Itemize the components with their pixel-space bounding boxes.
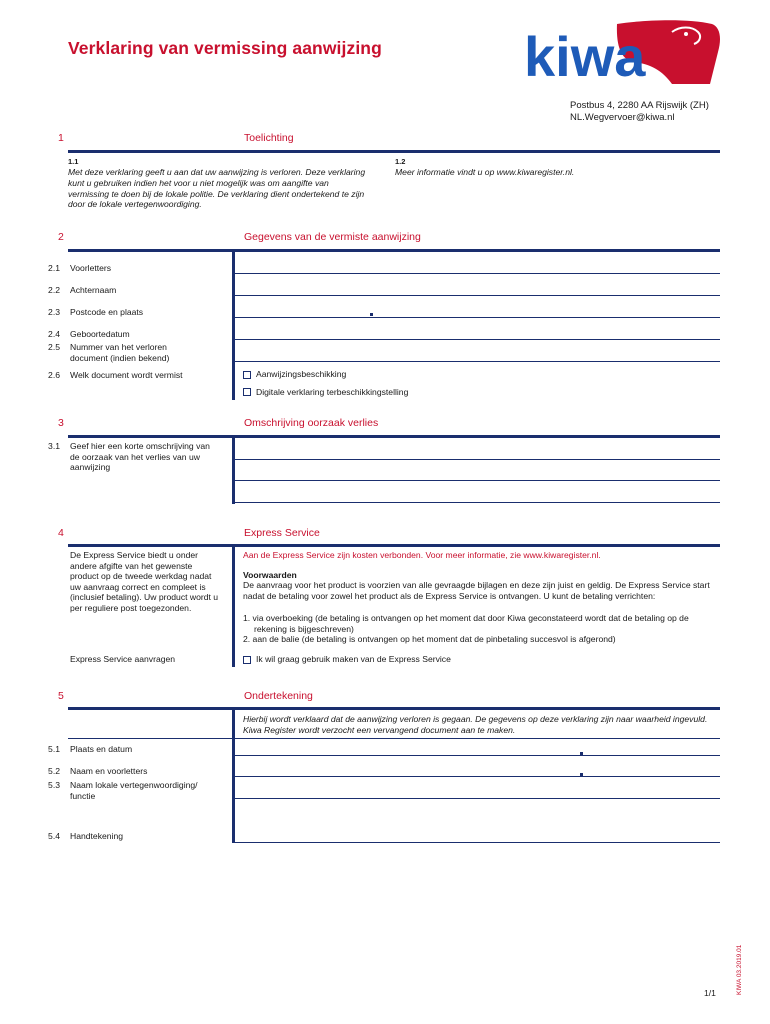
field-number: 2.5	[48, 342, 60, 352]
handtekening-input[interactable]	[235, 842, 720, 843]
page-title: Verklaring van vermissing aanwijzing	[68, 38, 382, 58]
address-line: Postbus 4, 2280 AA Rijswijk (ZH)	[570, 100, 709, 111]
field-number: 2.1	[48, 263, 60, 273]
omschrijving-line-1[interactable]	[235, 459, 720, 460]
field-number: 5.3	[48, 780, 60, 790]
field-label: Nummer van het verloren document (indien bekend)	[70, 342, 170, 363]
condition-item: 1. via overboeking (de betaling is ontvangen op het moment dat door Kiwa geconstateerd wordt dat de betaling op de rekening is bijgeschreven)	[243, 613, 689, 634]
declaration-text: Hierbij wordt verklaard dat de aanwijzing verloren is gegaan. De gegevens op deze verklaring zijn naar waarheid ingevuld. Kiwa Register wordt verzocht een vervangend document aan te maken.	[243, 714, 708, 735]
info-text: Meer informatie vindt u op www.kiwaregister.nl.	[395, 167, 575, 177]
intro-text: Met deze verklaring geeft u aan dat uw aanwijzing is verloren. Deze verklaring kunt u gebruiken indien het voor u niet mogelijk was om aangifte van vermissing te doen bij de lokale politie. De verklaring dient ondertekend te zijn door de lokale vertegenwoordiging.	[68, 167, 366, 210]
field-number: 2.4	[48, 329, 60, 339]
option-label: Digitale verklaring terbeschikkingstelling	[256, 387, 409, 397]
conditions-text: De aanvraag voor het product is voorzien van alle gevraagde bijlagen en deze zijn juist en geldig. De Express Service start nadat de betaling voor zowel het product als de Express Service is ontvangen. U kunt de betaling verrichten:	[243, 580, 710, 601]
field-label: Plaats en datum	[70, 744, 133, 754]
section-number: 5	[58, 690, 64, 702]
cost-note: Aan de Express Service zijn kosten verbonden. Voor meer informatie, zie www.kiwaregister.nl.	[243, 550, 601, 560]
field-bar	[232, 438, 235, 504]
paragraph-number: 1.2	[395, 157, 406, 166]
field-label: Geboortedatum	[70, 329, 130, 339]
field-bar	[232, 547, 235, 667]
option-label: Ik wil graag gebruik maken van de Express Service	[256, 654, 451, 664]
documentnummer-input[interactable]	[235, 361, 720, 362]
field-number: 2.6	[48, 370, 60, 380]
section-title: Gegevens van de vermiste aanwijzing	[244, 231, 421, 243]
section-title: Omschrijving oorzaak verlies	[244, 417, 379, 429]
express-description: De Express Service biedt u onder andere afgifte van het gewenste product op de tweede werkdag nadat uw aanvraag correct en compleet is (inclusief betaling). Uw product wordt u per reguliere post toegezonden.	[70, 550, 219, 613]
field-label: Postcode en plaats	[70, 307, 144, 317]
field-label: Handtekening	[70, 831, 124, 841]
section-title: Express Service	[244, 527, 320, 539]
document-code: KIWA 03.2019.01	[736, 944, 743, 995]
divider	[68, 707, 720, 710]
omschrijving-line-2[interactable]	[235, 480, 720, 481]
naam-voorletters-input[interactable]	[235, 776, 720, 777]
field-bar	[232, 252, 235, 400]
option-label: Aanwijzingsbeschikking	[256, 369, 347, 379]
email: NL.Wegvervoer@kiwa.nl	[570, 112, 675, 123]
plaats-datum-input[interactable]	[235, 755, 720, 756]
field-label: Voorletters	[70, 263, 112, 273]
section-title: Ondertekening	[244, 690, 313, 702]
conditions-title: Voorwaarden	[243, 570, 297, 580]
separator-dot	[370, 313, 373, 316]
field-label: Achternaam	[70, 285, 117, 295]
paragraph-number: 1.1	[68, 157, 79, 166]
section-number: 4	[58, 527, 64, 539]
field-label: Welk document wordt vermist	[70, 370, 183, 380]
divider	[68, 150, 720, 153]
address	[570, 100, 709, 124]
field-number: 3.1	[48, 441, 60, 451]
omschrijving-line-3[interactable]	[235, 502, 720, 503]
field-label: Geef hier een korte omschrijving van de oorzaak van het verlies van uw aanwijzing	[70, 441, 210, 473]
geboortedatum-input[interactable]	[235, 339, 720, 340]
field-number: 5.4	[48, 831, 60, 841]
postcode-plaats-input[interactable]	[235, 317, 720, 318]
divider	[68, 544, 720, 547]
field-label: Naam en voorletters	[70, 766, 148, 776]
checkbox-digitale-verklaring[interactable]	[243, 388, 251, 396]
checkbox-aanwijzingsbeschikking[interactable]	[243, 371, 251, 379]
divider	[68, 738, 720, 739]
field-label: Express Service aanvragen	[70, 654, 176, 664]
page-number: 1/1	[704, 988, 716, 998]
field-number: 5.1	[48, 744, 60, 754]
section-number: 1	[58, 132, 64, 144]
achternaam-input[interactable]	[235, 295, 720, 296]
logo-text: kiwa	[524, 25, 646, 88]
section-number: 3	[58, 417, 64, 429]
section-number: 2	[58, 231, 64, 243]
vertegenwoordiging-input[interactable]	[235, 798, 720, 799]
field-number: 2.3	[48, 307, 60, 317]
field-number: 2.2	[48, 285, 60, 295]
voorletters-input[interactable]	[235, 273, 720, 274]
divider	[68, 435, 720, 438]
field-number: 5.2	[48, 766, 60, 776]
field-label: Naam lokale vertegenwoordiging/ functie	[70, 780, 198, 801]
divider	[68, 249, 720, 252]
checkbox-express-service[interactable]	[243, 656, 251, 664]
condition-item: 2. aan de balie (de betaling is ontvangen op het moment dat de pinbetaling succesvol is afgerond)	[243, 634, 616, 644]
kiwa-logo	[522, 18, 722, 90]
section-title: Toelichting	[244, 132, 294, 144]
